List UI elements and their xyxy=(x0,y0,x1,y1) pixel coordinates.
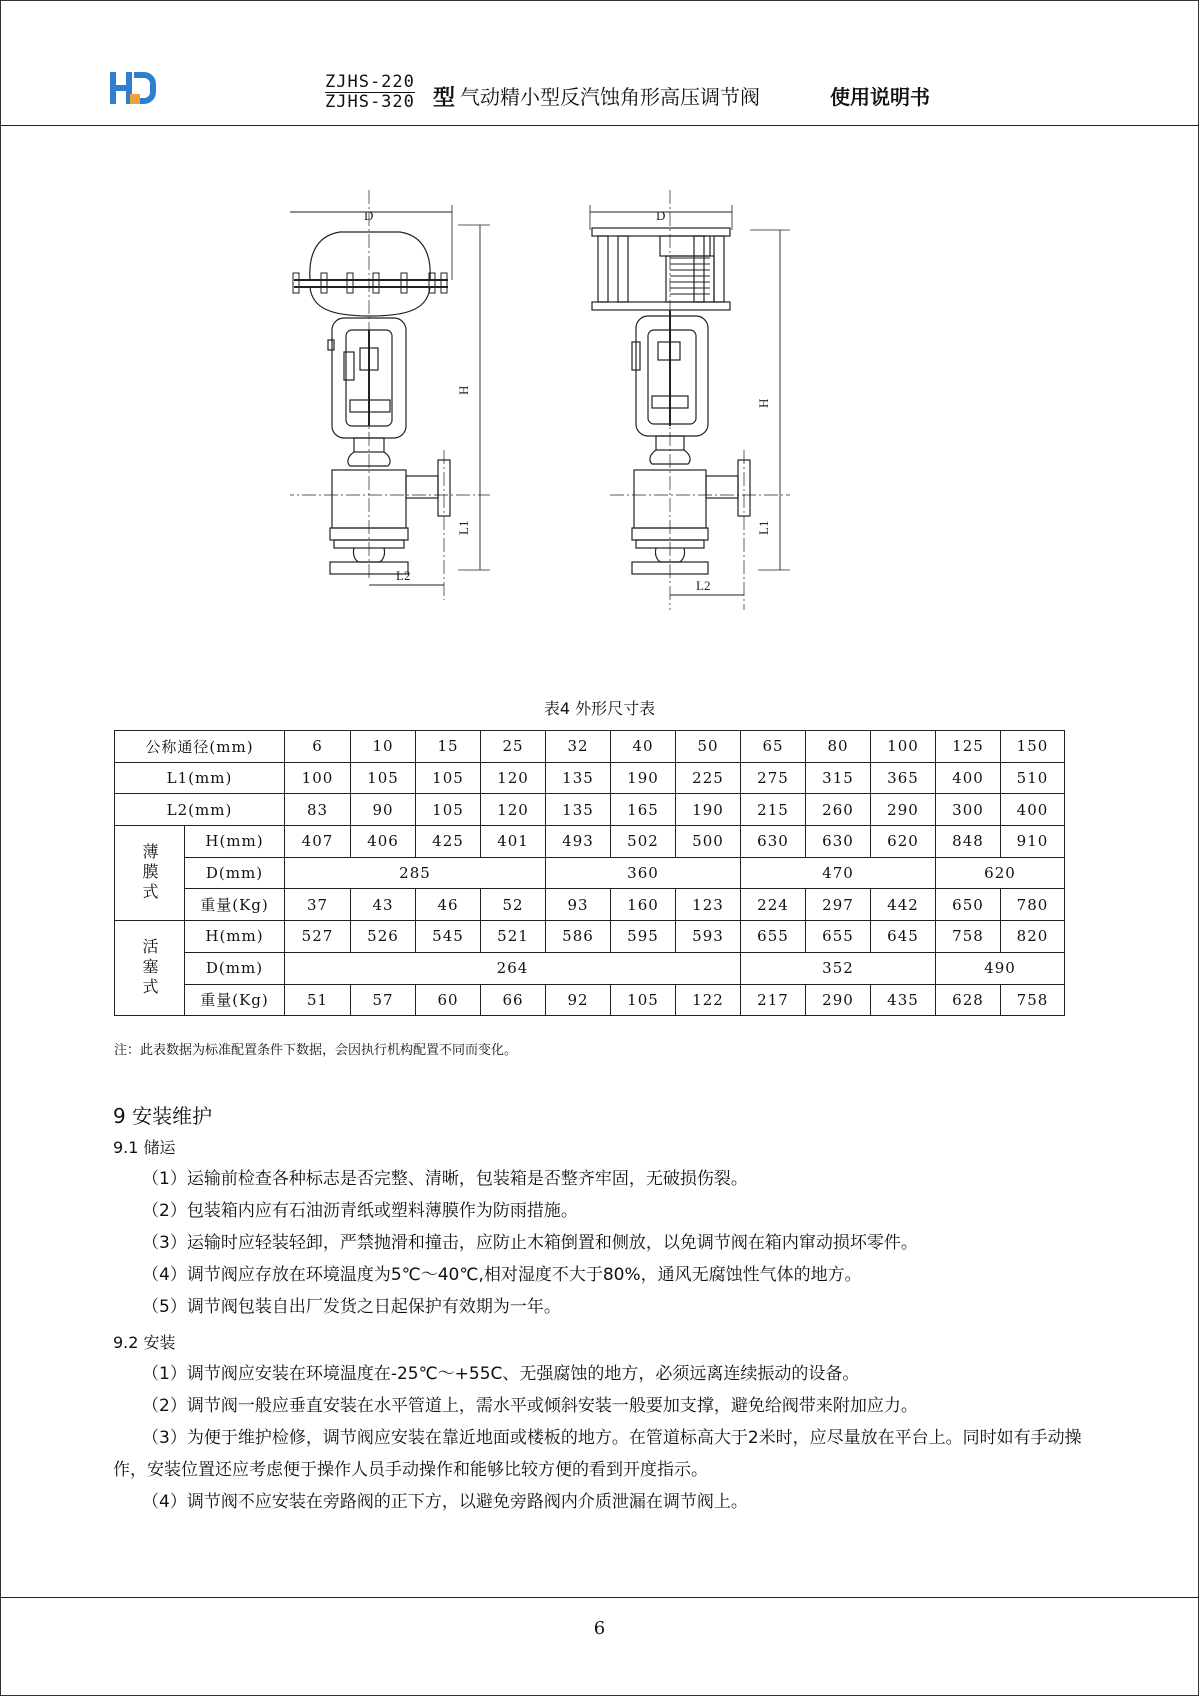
film-w-cell: 46 xyxy=(416,889,481,921)
dn-cell: 65 xyxy=(741,731,806,763)
piston-w-cell: 105 xyxy=(611,984,676,1016)
l2-cell: 300 xyxy=(936,794,1001,826)
model-bottom: ZJHS-320 xyxy=(325,92,415,112)
dim-l1-left: L1 xyxy=(456,520,471,535)
page-number: 6 xyxy=(593,1618,606,1639)
piston-d-cell: 264 xyxy=(285,952,741,984)
dn-cell: 100 xyxy=(871,731,936,763)
piston-w-cell: 122 xyxy=(676,984,741,1016)
film-d-cell: 360 xyxy=(546,857,741,889)
dn-cell: 125 xyxy=(936,731,1001,763)
l1-cell: 275 xyxy=(741,762,806,794)
paragraph: （3）为便于维护检修，调节阀应安装在靠近地面或楼板的地方。在管道标高大于2米时，应尽量放在平台上。同时如有手动操作，安装位置还应考虑便于操作人员手动操作和能够比较方便的看到开度指示。 xyxy=(113,1428,1082,1480)
section-9-1-title: 9.1 储运 xyxy=(113,1138,176,1157)
piston-w-cell: 57 xyxy=(351,984,416,1016)
piston-h-cell: 593 xyxy=(676,921,741,953)
paragraph: （2）包装箱内应有石油沥青纸或塑料薄膜作为防雨措施。 xyxy=(142,1201,578,1221)
paragraph: （5）调节阀包装自出厂发货之日起保护有效期为一年。 xyxy=(142,1297,561,1317)
piston-h-cell: 527 xyxy=(285,921,351,953)
diaphragm-valve-drawing xyxy=(290,190,490,600)
l1-cell: 135 xyxy=(546,762,611,794)
piston-h-cell: 655 xyxy=(806,921,871,953)
manual-label: 使用说明书 xyxy=(830,85,930,109)
type-char: 型 xyxy=(433,86,456,111)
company-logo xyxy=(108,68,158,108)
piston-w-label: 重量(Kg) xyxy=(185,984,285,1016)
dn-cell: 32 xyxy=(546,731,611,763)
section-9-2-title: 9.2 安装 xyxy=(113,1333,176,1352)
film-h-cell: 406 xyxy=(351,826,416,858)
piston-w-cell: 290 xyxy=(806,984,871,1016)
film-h-cell: 502 xyxy=(611,826,676,858)
dn-cell: 15 xyxy=(416,731,481,763)
piston-h-cell: 586 xyxy=(546,921,611,953)
header-divider xyxy=(0,125,1199,126)
film-w-cell: 780 xyxy=(1001,889,1065,921)
film-w-cell: 93 xyxy=(546,889,611,921)
l2-cell: 83 xyxy=(285,794,351,826)
film-h-cell: 401 xyxy=(481,826,546,858)
footer-divider xyxy=(0,1597,1199,1598)
piston-w-cell: 217 xyxy=(741,984,806,1016)
l2-cell: 190 xyxy=(676,794,741,826)
film-h-cell: 910 xyxy=(1001,826,1065,858)
paragraph: （1）运输前检查各种标志是否完整、清晰，包装箱是否整齐牢固，无破损伤裂。 xyxy=(142,1169,748,1189)
piston-h-cell: 595 xyxy=(611,921,676,953)
film-d-cell: 470 xyxy=(741,857,936,889)
l1-label: L1(mm) xyxy=(115,762,285,794)
film-group-label: 薄膜式 xyxy=(115,826,185,921)
piston-h-cell: 758 xyxy=(936,921,1001,953)
l2-cell: 120 xyxy=(481,794,546,826)
dn-cell: 10 xyxy=(351,731,416,763)
film-w-label: 重量(Kg) xyxy=(185,889,285,921)
header-label: 公称通径(mm) xyxy=(115,731,285,763)
l1-cell: 105 xyxy=(416,762,481,794)
dim-h-right: H xyxy=(756,398,771,408)
table-row xyxy=(115,794,1065,826)
film-h-cell: 500 xyxy=(676,826,741,858)
piston-w-cell: 51 xyxy=(285,984,351,1016)
piston-h-cell: 820 xyxy=(1001,921,1065,953)
film-w-cell: 160 xyxy=(611,889,676,921)
paragraph: （1）调节阀应安装在环境温度在-25℃～+55C、无强腐蚀的地方，必须远离连续振动的设备。 xyxy=(142,1364,860,1384)
piston-group-label: 活塞式 xyxy=(115,921,185,1016)
l1-cell: 100 xyxy=(285,762,351,794)
table-note: 注：此表数据为标准配置条件下数据，会因执行机构配置不同而变化。 xyxy=(114,1043,518,1058)
piston-w-cell: 758 xyxy=(1001,984,1065,1016)
dim-l2-right: L2 xyxy=(696,578,711,593)
table-row xyxy=(115,889,1065,921)
paragraph: （3）运输时应轻装轻卸，严禁抛滑和撞击，应防止木箱倒置和侧放，以免调节阀在箱内窜动损坏零件。 xyxy=(142,1233,918,1253)
dim-d-right: D xyxy=(656,208,666,223)
film-d-cell: 285 xyxy=(285,857,546,889)
film-h-cell: 620 xyxy=(871,826,936,858)
dn-cell: 50 xyxy=(676,731,741,763)
dn-cell: 25 xyxy=(481,731,546,763)
l1-cell: 120 xyxy=(481,762,546,794)
piston-w-cell: 628 xyxy=(936,984,1001,1016)
l1-cell: 225 xyxy=(676,762,741,794)
dim-h-left: H xyxy=(456,385,471,395)
piston-h-cell: 526 xyxy=(351,921,416,953)
film-w-cell: 43 xyxy=(351,889,416,921)
model-top: ZJHS-220 xyxy=(325,72,415,92)
document-title: 气动精小型反汽蚀角形高压调节阀 xyxy=(460,85,760,109)
piston-h-cell: 521 xyxy=(481,921,546,953)
l2-cell: 105 xyxy=(416,794,481,826)
film-w-cell: 650 xyxy=(936,889,1001,921)
table-row xyxy=(115,921,1065,953)
piston-d-label: D(mm) xyxy=(185,952,285,984)
valve-drawings xyxy=(290,190,850,670)
piston-h-cell: 645 xyxy=(871,921,936,953)
table-row xyxy=(115,984,1065,1016)
table-caption: 表4 外形尺寸表 xyxy=(543,699,656,718)
piston-h-cell: 545 xyxy=(416,921,481,953)
l2-cell: 90 xyxy=(351,794,416,826)
l1-cell: 510 xyxy=(1001,762,1065,794)
film-h-cell: 407 xyxy=(285,826,351,858)
model-number xyxy=(325,73,415,112)
dn-cell: 40 xyxy=(611,731,676,763)
table-row xyxy=(115,731,1065,763)
l2-label: L2(mm) xyxy=(115,794,285,826)
l1-cell: 315 xyxy=(806,762,871,794)
l2-cell: 165 xyxy=(611,794,676,826)
piston-h-cell: 655 xyxy=(741,921,806,953)
film-w-cell: 442 xyxy=(871,889,936,921)
piston-w-cell: 92 xyxy=(546,984,611,1016)
l1-cell: 365 xyxy=(871,762,936,794)
dn-cell: 150 xyxy=(1001,731,1065,763)
dim-l1-right: L1 xyxy=(756,520,771,535)
l1-cell: 190 xyxy=(611,762,676,794)
dim-l2-left: L2 xyxy=(396,568,411,583)
l2-cell: 135 xyxy=(546,794,611,826)
dim-d-left: D xyxy=(364,208,374,223)
film-h-cell: 630 xyxy=(741,826,806,858)
film-d-cell: 620 xyxy=(936,857,1065,889)
dimension-table xyxy=(114,730,1065,1016)
film-h-cell: 425 xyxy=(416,826,481,858)
film-w-cell: 52 xyxy=(481,889,546,921)
l2-cell: 260 xyxy=(806,794,871,826)
table-row xyxy=(115,857,1065,889)
film-w-cell: 123 xyxy=(676,889,741,921)
film-d-label: D(mm) xyxy=(185,857,285,889)
piston-w-cell: 60 xyxy=(416,984,481,1016)
film-h-label: H(mm) xyxy=(185,826,285,858)
piston-w-cell: 66 xyxy=(481,984,546,1016)
paragraph: （4）调节阀应存放在环境温度为5℃～40℃,相对湿度不大于80%，通风无腐蚀性气体的地方。 xyxy=(142,1265,862,1285)
section-9-1-body xyxy=(113,1163,1085,1323)
section-9-2-body xyxy=(113,1358,1085,1518)
table-row xyxy=(115,762,1065,794)
l1-cell: 400 xyxy=(936,762,1001,794)
piston-h-label: H(mm) xyxy=(185,921,285,953)
paragraph: （2）调节阀一般应垂直安装在水平管道上，需水平或倾斜安装一般要加支撑，避免给阀带来附加应力。 xyxy=(142,1396,918,1416)
table-row xyxy=(115,952,1065,984)
piston-d-cell: 490 xyxy=(936,952,1065,984)
piston-d-cell: 352 xyxy=(741,952,936,984)
paragraph: （4）调节阀不应安装在旁路阀的正下方，以避免旁路阀内介质泄漏在调节阀上。 xyxy=(142,1492,748,1512)
section-9-title: 9 安装维护 xyxy=(113,1104,213,1128)
l2-cell: 290 xyxy=(871,794,936,826)
piston-valve-drawing xyxy=(590,190,790,610)
film-h-cell: 848 xyxy=(936,826,1001,858)
dn-cell: 80 xyxy=(806,731,871,763)
table-row xyxy=(115,826,1065,858)
dn-cell: 6 xyxy=(285,731,351,763)
piston-w-cell: 435 xyxy=(871,984,936,1016)
film-w-cell: 297 xyxy=(806,889,871,921)
film-h-cell: 493 xyxy=(546,826,611,858)
film-h-cell: 630 xyxy=(806,826,871,858)
film-w-cell: 224 xyxy=(741,889,806,921)
l2-cell: 400 xyxy=(1001,794,1065,826)
film-w-cell: 37 xyxy=(285,889,351,921)
l2-cell: 215 xyxy=(741,794,806,826)
l1-cell: 105 xyxy=(351,762,416,794)
